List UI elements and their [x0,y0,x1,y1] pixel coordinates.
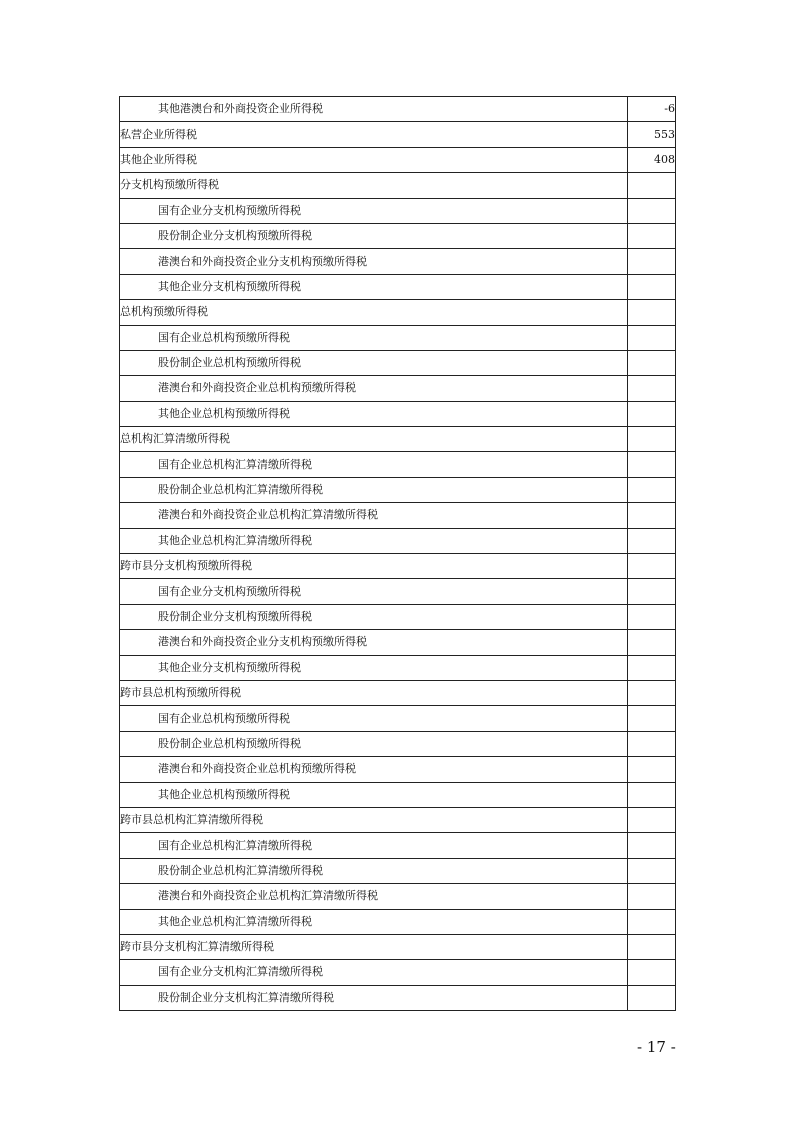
table-row [120,401,676,426]
row-label: 股份制企业总机构汇算清缴所得税 [120,858,628,883]
row-amount [628,757,676,782]
row-label: 其他企业分支机构预缴所得税 [120,655,628,680]
table-row [120,960,676,985]
row-label: 港澳台和外商投资企业总机构预缴所得税 [120,376,628,401]
table-row [120,934,676,959]
row-label: 国有企业总机构预缴所得税 [120,325,628,350]
row-label: 国有企业总机构汇算清缴所得税 [120,833,628,858]
row-label: 总机构汇算清缴所得税 [120,427,628,452]
row-label: 国有企业分支机构汇算清缴所得税 [120,960,628,985]
table-row [120,249,676,274]
row-amount [628,554,676,579]
table-row [120,173,676,198]
table-row [120,757,676,782]
table-row [120,223,676,248]
row-amount [628,884,676,909]
row-label: 股份制企业分支机构汇算清缴所得税 [120,985,628,1010]
row-amount [628,655,676,680]
table-row [120,858,676,883]
row-amount [628,249,676,274]
row-amount [628,477,676,502]
table-row [120,884,676,909]
row-label: 国有企业总机构预缴所得税 [120,706,628,731]
table-row [120,452,676,477]
row-label: 总机构预缴所得税 [120,300,628,325]
row-amount [628,274,676,299]
revenue-table [119,96,676,1011]
row-label: 港澳台和外商投资企业总机构汇算清缴所得税 [120,884,628,909]
table-row [120,604,676,629]
row-label: 国有企业总机构汇算清缴所得税 [120,452,628,477]
row-amount: 408 [628,147,676,172]
table-row [120,147,676,172]
table-row [120,579,676,604]
table-row [120,503,676,528]
table-row [120,807,676,832]
row-label: 跨市县总机构预缴所得税 [120,680,628,705]
table-row [120,427,676,452]
row-amount [628,503,676,528]
table-row [120,731,676,756]
row-amount [628,630,676,655]
row-amount [628,350,676,375]
row-label: 股份制企业总机构预缴所得税 [120,350,628,375]
table-row [120,198,676,223]
table-row [120,706,676,731]
table-row [120,122,676,147]
row-label: 其他企业总机构预缴所得税 [120,401,628,426]
row-amount [628,173,676,198]
row-amount [628,858,676,883]
row-amount [628,325,676,350]
row-label: 港澳台和外商投资企业分支机构预缴所得税 [120,630,628,655]
row-amount [628,223,676,248]
table-row [120,325,676,350]
row-label: 其他企业总机构汇算清缴所得税 [120,528,628,553]
row-label: 股份制企业分支机构预缴所得税 [120,604,628,629]
row-label: 其他企业所得税 [120,147,628,172]
row-amount [628,300,676,325]
row-label: 其他企业总机构预缴所得税 [120,782,628,807]
row-label: 跨市县分支机构汇算清缴所得税 [120,934,628,959]
row-amount [628,706,676,731]
row-label: 其他企业总机构汇算清缴所得税 [120,909,628,934]
table-row [120,376,676,401]
table-row [120,909,676,934]
row-label: 港澳台和外商投资企业总机构汇算清缴所得税 [120,503,628,528]
row-amount [628,427,676,452]
row-label: 国有企业分支机构预缴所得税 [120,198,628,223]
table-row [120,655,676,680]
row-amount [628,985,676,1010]
table-row [120,985,676,1010]
table-row [120,274,676,299]
row-amount [628,401,676,426]
row-label: 分支机构预缴所得税 [120,173,628,198]
table-row [120,477,676,502]
row-amount: -6 [628,97,676,122]
table-row [120,630,676,655]
table-row [120,528,676,553]
page-number: - 17 - [637,1038,676,1056]
row-amount [628,960,676,985]
row-label: 股份制企业总机构预缴所得税 [120,731,628,756]
row-amount [628,452,676,477]
row-amount [628,782,676,807]
table-row [120,554,676,579]
table-row [120,97,676,122]
table-row [120,350,676,375]
row-label: 跨市县分支机构预缴所得税 [120,554,628,579]
table-row [120,782,676,807]
row-label: 跨市县总机构汇算清缴所得税 [120,807,628,832]
row-label: 国有企业分支机构预缴所得税 [120,579,628,604]
table-row [120,680,676,705]
row-amount [628,807,676,832]
row-label: 股份制企业分支机构预缴所得税 [120,223,628,248]
row-label: 其他港澳台和外商投资企业所得税 [120,97,628,122]
row-amount [628,579,676,604]
row-amount: 553 [628,122,676,147]
row-amount [628,198,676,223]
row-label: 私营企业所得税 [120,122,628,147]
row-amount [628,604,676,629]
row-amount [628,934,676,959]
row-amount [628,680,676,705]
revenue-table-body [120,97,676,1011]
row-amount [628,909,676,934]
row-amount [628,833,676,858]
row-amount [628,376,676,401]
row-amount [628,731,676,756]
row-label: 港澳台和外商投资企业总机构预缴所得税 [120,757,628,782]
row-label: 股份制企业总机构汇算清缴所得税 [120,477,628,502]
row-label: 其他企业分支机构预缴所得税 [120,274,628,299]
table-row [120,300,676,325]
row-amount [628,528,676,553]
table-row [120,833,676,858]
row-label: 港澳台和外商投资企业分支机构预缴所得税 [120,249,628,274]
